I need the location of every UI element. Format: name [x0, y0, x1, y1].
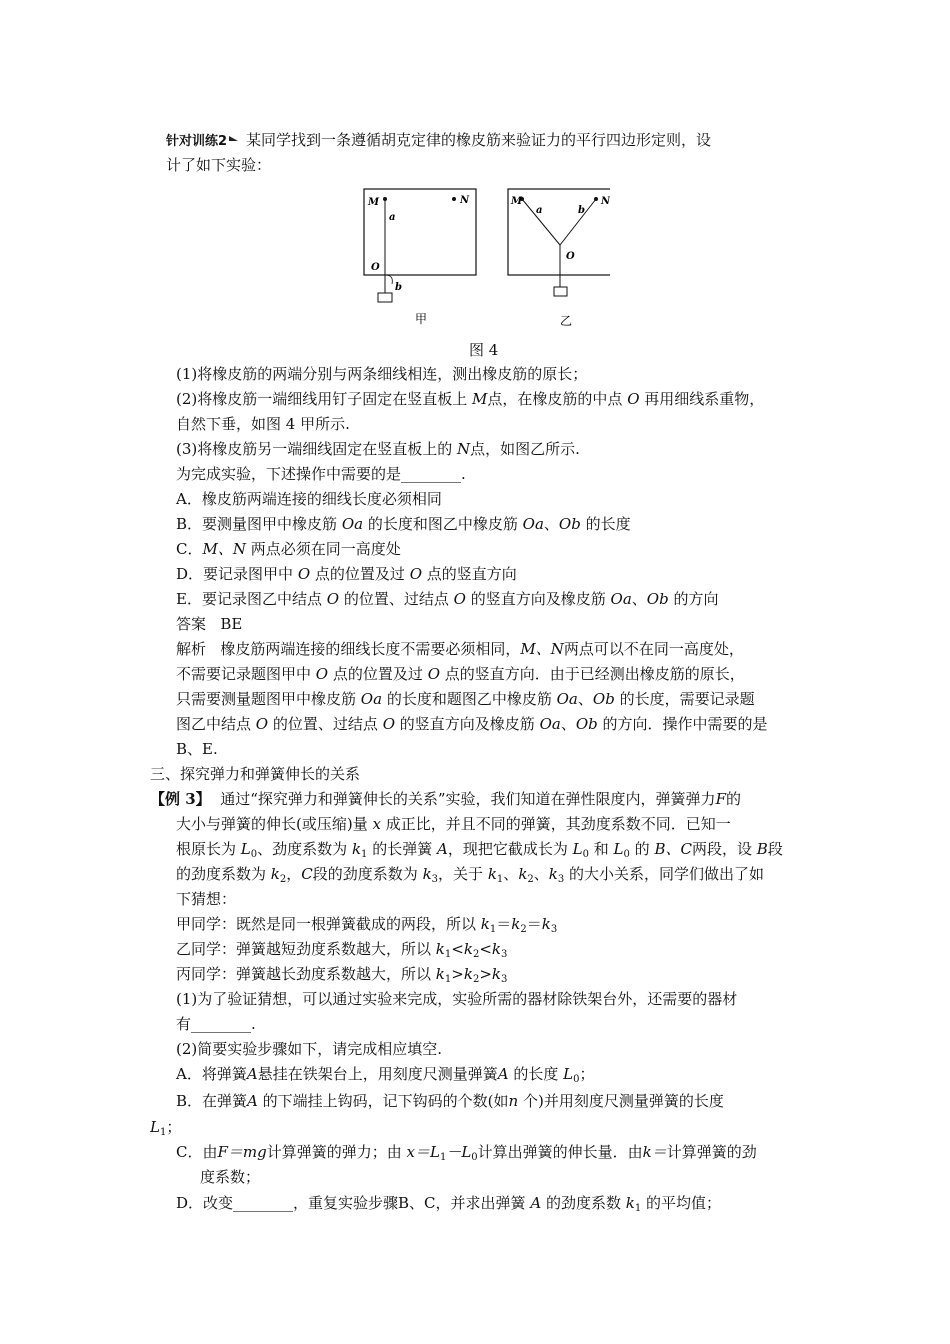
procedure-a: A．将弹簧A悬挂在铁架台上，用刻度尺测量弹簧A 的长度 $L_0$；: [176, 1065, 595, 1085]
example-3-tag: 【例 3】: [150, 790, 211, 808]
guess-yi: 乙同学：弹簧越短劲度系数越大，所以 $k_1<k_2<k_3$: [176, 940, 508, 960]
weight-yi: [554, 287, 567, 296]
analysis-line-2: 不需要记录题图甲中 O 点的位置及过 O 点的竖直方向．由于已经测出橡皮筋的原长，: [176, 665, 745, 683]
example-3-line-5: 下猜想：: [176, 890, 237, 908]
step-3: (3)将橡皮筋另一端细线固定在竖直板上的 N点，如图乙所示.: [176, 440, 580, 458]
training-line-1: 针对训练2 某同学找到一条遵循胡克定律的橡皮筋来验证力的平行四边形定则，设: [166, 131, 712, 149]
weight-jia: [378, 293, 392, 302]
procedure-d: D．改变________，重复实验步骤B、C，并求出弹簧 A 的劲度系数 $k_1$ 的平均值；: [176, 1194, 721, 1214]
procedure-b-cont: $L_1$；: [150, 1118, 182, 1138]
guess-bing: 丙同学：弹簧越长劲度系数越大，所以 $k_1>k_2>k_3$: [176, 965, 508, 985]
label-b-jia: b: [395, 282, 402, 293]
option-e: E．要记录图乙中结点 O 的位置、过结点 O 的竖直方向及橡皮筋 Oa、Ob 的方向: [176, 590, 719, 608]
step-1: (1)将橡皮筋的两端分别与两条细线相连，测出橡皮筋的原长；: [176, 365, 588, 383]
training-tag: 针对训练2: [166, 134, 228, 149]
label-n-jia: N: [460, 195, 470, 206]
caption-jia: 甲: [415, 312, 428, 326]
option-c: C．M、N 两点必须在同一高度处: [176, 540, 401, 558]
label-a-yi: a: [536, 205, 543, 216]
answer-value: BE: [220, 615, 243, 633]
question-1: (1)为了验证猜想，可以通过实验来完成，实验所需的器材除铁架台外，还需要的器材: [176, 990, 738, 1008]
example-3-line-3: 根原长为 $L_0$、劲度系数为 $k_1$ 的长弹簧 A，现把它截成长为 $L_0$ 和 $L_0$ 的 B、C两段，设 B段: [176, 840, 783, 860]
question-1-cont: 有________.: [176, 1015, 256, 1033]
label-b-yi: b: [578, 205, 585, 216]
b-pointer-jia: [385, 275, 392, 284]
procedure-c: C．由F＝mg计算弹簧的弹力；由 $x=L_1-L_0$计算出弹簧的伸长量．由k＝计算弹簧的劲: [176, 1143, 757, 1163]
board-yi: [508, 189, 610, 275]
analysis-line-1: 解析 橡皮筋两端连接的细线长度不需要必须相同，M、N两点可以不在同一高度处，: [176, 640, 744, 658]
analysis-line-4: 图乙中结点 O 的位置、过结点 O 的竖直方向及橡皮筋 Oa、Ob 的方向．操作中需要的是: [176, 715, 768, 733]
figure-4: [360, 185, 610, 330]
example-3-line-1: 【例 3】 通过“探究弹力和弹簧伸长的关系”实验，我们知道在弹性限度内，弹簧弹力F的: [150, 790, 741, 808]
caption-yi: 乙: [560, 314, 573, 328]
label-o-yi: O: [566, 251, 575, 262]
procedure-c-cont: 度系数；: [200, 1168, 261, 1186]
analysis-label: 解析: [176, 640, 207, 658]
option-d: D．要记录图甲中 O 点的位置及过 O 点的竖直方向: [176, 565, 517, 583]
label-n-yi: N: [601, 196, 610, 207]
section-3-title: 三、探究弹力和弹簧伸长的关系: [150, 765, 361, 783]
label-a-jia: a: [389, 212, 396, 223]
label-m-yi: M: [511, 196, 523, 207]
procedure-b: B．在弹簧A 的下端挂上钩码，记下钩码的个数(如n 个)并用刻度尺测量弹簧的长度: [176, 1092, 724, 1110]
step-2-cont: 自然下垂，如图 4 甲所示.: [176, 415, 350, 433]
question-2: (2)简要实验步骤如下，请完成相应填空.: [176, 1040, 443, 1058]
answer-label: 答案: [176, 615, 207, 633]
training-line-2: 计了如下实验：: [166, 156, 272, 174]
label-o-jia: O: [371, 262, 380, 273]
guess-jia: 甲同学：既然是同一根弹簧截成的两段，所以 $k_1=k_2=k_3$: [176, 915, 558, 935]
tag-arrow-icon: [229, 136, 238, 141]
figure-caption: 图 4: [469, 341, 499, 359]
option-a: A．橡皮筋两端连接的细线长度必须相同: [176, 490, 442, 508]
example-3-line-2: 大小与弹簧的伸长(或压缩)量 x 成正比，并且不同的弹簧，其劲度系数不同．已知一: [176, 815, 731, 833]
option-b: B．要测量图甲中橡皮筋 Oa 的长度和图乙中橡皮筋 Oa、Ob 的长度: [176, 515, 631, 533]
label-m-jia: M: [368, 197, 380, 208]
point-n-jia: [452, 197, 456, 201]
question: 为完成实验，下述操作中需要的是________.: [176, 465, 466, 483]
example-3-line-4: 的劲度系数为 $k_2$，C段的劲度系数为 $k_3$，关于 $k_1$、$k_2$、$k_3$ 的大小关系，同学们做出了如: [176, 865, 765, 885]
analysis-line-5: B、E.: [176, 740, 218, 758]
answer: [176, 614, 242, 634]
step-2: (2)将橡皮筋一端细线用钉子固定在竖直板上 M点，在橡皮筋的中点 O 再用细线系重物，: [176, 390, 765, 408]
analysis-line-3: 只需要测量题图甲中橡皮筋 Oa 的长度和题图乙中橡皮筋 Oa、Ob 的长度，需要记录题: [176, 690, 755, 708]
